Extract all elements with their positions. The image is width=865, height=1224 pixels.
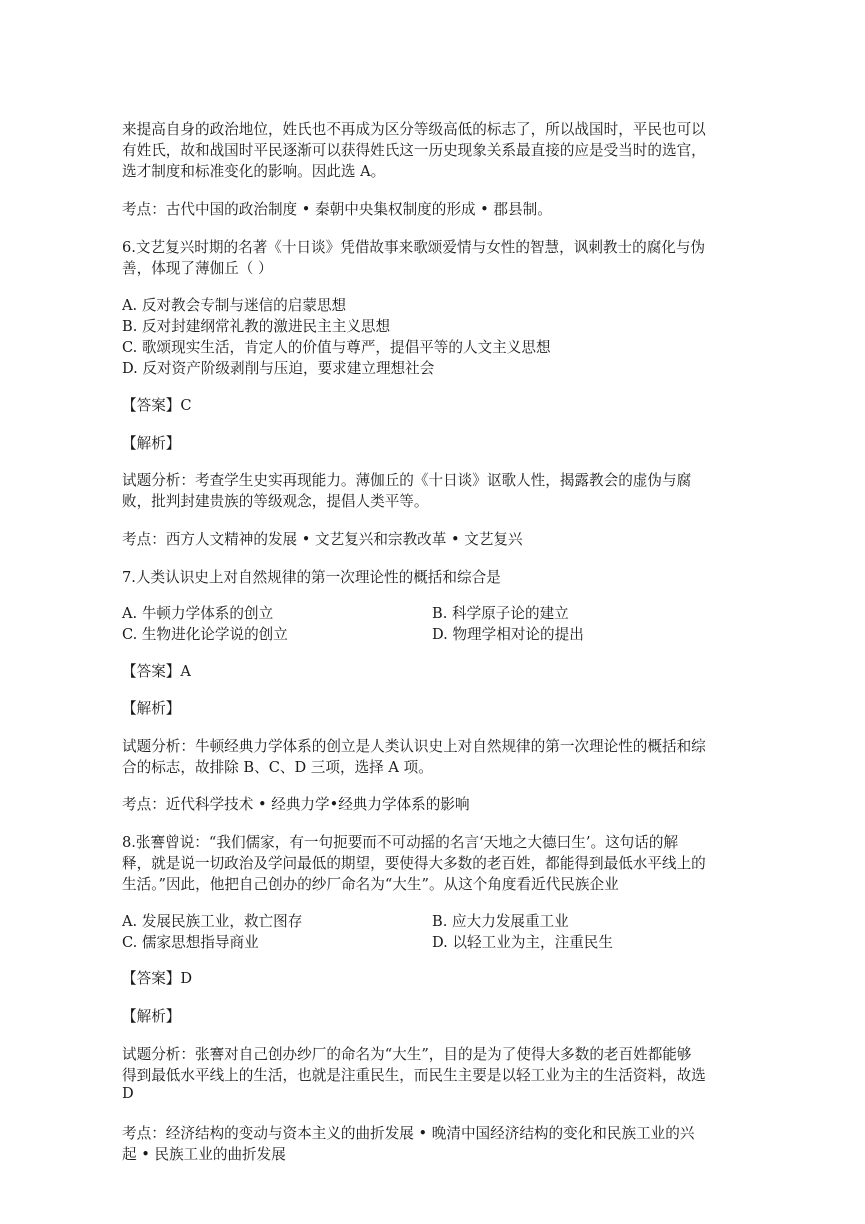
q8-stem-line: 释，就是说一切政治及学问最低的期望，要使得大多数的老百姓，都能得到最低水平线上的 xyxy=(122,855,706,872)
q7-analysis-line: 试题分析：牛顿经典力学体系的创立是人类认识史上对自然规律的第一次理论性的概括和综 xyxy=(122,738,706,755)
intro-line: 来提高自身的政治地位，姓氏也不再成为区分等级高低的标志了，所以战国时，平民也可以 xyxy=(122,121,706,138)
q6-kaodian: 考点：西方人文精神的发展 • 文艺复兴和宗教改革 • 文艺复兴 xyxy=(122,531,523,548)
q6-stem-line: 6.文艺复兴时期的名著《十日谈》凭借故事来歌颂爱情与女性的智慧，讽刺教士的腐化与伪 xyxy=(122,239,706,256)
q8-kaodian-line: 考点：经济结构的变动与资本主义的曲折发展 • 晚清中国经济结构的变化和民族工业的兴 xyxy=(122,1125,695,1142)
q6-option-b: B. 反对封建纲常礼教的激进民主主义思想 xyxy=(122,318,391,335)
intro-line: 选才制度和标准变化的影响。因此选 A。 xyxy=(122,163,386,180)
q6-option-a: A. 反对教会专制与迷信的启蒙思想 xyxy=(122,297,347,314)
q8-option-a: A. 发展民族工业，救亡图存 xyxy=(122,913,303,930)
q8-analysis-label: 【解析】 xyxy=(122,1008,181,1025)
intro-line: 有姓氏，故和战国时平民逐渐可以获得姓氏这一历史现象关系最直接的应是受当时的选官， xyxy=(122,142,706,159)
q7-kaodian: 考点：近代科学技术 • 经典力学•经典力学体系的影响 xyxy=(122,796,470,813)
q7-option-c: C. 生物进化论学说的创立 xyxy=(122,626,288,643)
q8-option-d: D. 以轻工业为主，注重民生 xyxy=(432,934,613,951)
q8-option-b: B. 应大力发展重工业 xyxy=(432,913,569,930)
q8-stem-line: 8.张謇曾说：“我们儒家，有一句扼要而不可动摇的名言‘天地之大德曰生’。这句话的解 xyxy=(122,834,679,851)
q6-answer: 【答案】C xyxy=(122,397,192,414)
q6-option-d: D. 反对资产阶级剥削与压迫，要求建立理想社会 xyxy=(122,360,435,377)
q8-answer: 【答案】D xyxy=(122,970,193,987)
q6-analysis-line: 试题分析：考查学生史实再现能力。薄伽丘的《十日谈》讴歌人性，揭露教会的虚伪与腐 xyxy=(122,472,692,489)
q8-option-c: C. 儒家思想指导商业 xyxy=(122,934,259,951)
q7-analysis-label: 【解析】 xyxy=(122,700,181,717)
q6-analysis-line: 败，批判封建贵族的等级观念，提倡人类平等。 xyxy=(122,493,429,510)
q7-option-b: B. 科学原子论的建立 xyxy=(432,605,569,622)
q8-analysis-line: 得到最低水平线上的生活，也就是注重民生，而民生主要是以轻工业为主的生活资料，故选 xyxy=(122,1067,706,1084)
q6-option-c: C. 歌颂现实生活，肯定人的价值与尊严，提倡平等的人文主义思想 xyxy=(122,339,551,356)
intro-kaodian: 考点：古代中国的政治制度 • 秦朝中央集权制度的形成 • 郡县制。 xyxy=(122,201,552,218)
q7-option-d: D. 物理学相对论的提出 xyxy=(432,626,584,643)
q8-analysis-line: 试题分析：张謇对自己创办纱厂的命名为“大生”，目的是为了使得大多数的老百姓都能够 xyxy=(122,1046,692,1063)
q8-analysis-line: D xyxy=(122,1085,134,1102)
q7-stem: 7.人类认识史上对自然规律的第一次理论性的概括和综合是 xyxy=(122,569,501,586)
q8-kaodian-line: 起 • 民族工业的曲折发展 xyxy=(122,1146,286,1163)
q7-analysis-line: 合的标志，故排除 B、C、D 三项，选择 A 项。 xyxy=(122,759,433,776)
q8-stem-line: 生活。”因此，他把自己创办的纱厂命名为“大生”。从这个角度看近代民族企业 xyxy=(122,876,619,893)
q7-option-a: A. 牛顿力学体系的创立 xyxy=(122,605,274,622)
q6-analysis-label: 【解析】 xyxy=(122,435,181,452)
q7-answer: 【答案】A xyxy=(122,663,191,680)
q6-stem-line: 善，体现了薄伽丘（ ） xyxy=(122,260,273,277)
